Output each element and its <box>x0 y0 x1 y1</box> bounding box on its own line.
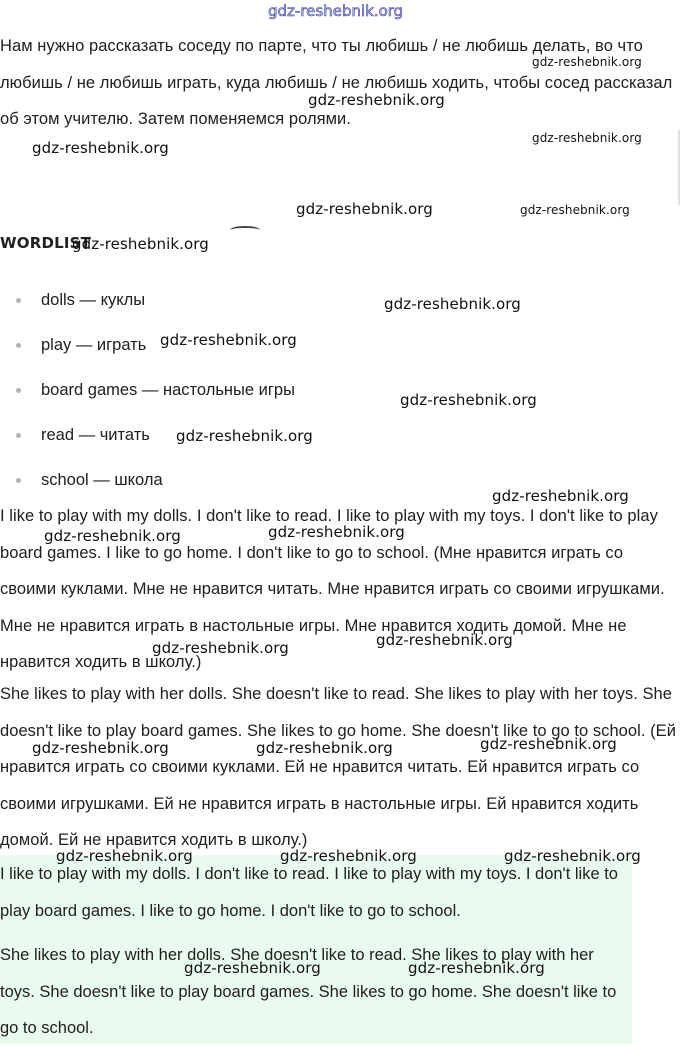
watermark: gdz-reshebnik.org <box>32 739 169 757</box>
watermark: gdz-reshebnik.org <box>504 847 641 865</box>
watermark: gdz-reshebnik.org <box>176 427 313 445</box>
list-item-text: board games — настольные игры <box>41 381 295 399</box>
watermark: gdz-reshebnik.org <box>480 735 617 753</box>
watermark: gdz-reshebnik.org <box>256 739 393 757</box>
watermark: gdz-reshebnik.org <box>184 959 321 977</box>
wordlist-heading: WORDLIST <box>0 234 92 252</box>
watermark: gdz-reshebnik.org <box>296 200 433 218</box>
watermark: gdz-reshebnik.org <box>384 295 521 313</box>
list-item-text: read — читать <box>41 426 150 444</box>
bullet-icon <box>16 478 21 483</box>
paragraph-third-person: She likes to play with her dolls. She doesn't like to read. She likes to play with her toys. She doesn't like to play board games. She likes to go home. She doesn't like to go to school. (Ей нравится играть со своими куклами. Ей не нравится читать. Ей нравится играть со своими игрушками. Ей не нравится играть в настольные игры. Ей нравится ходить домой. Ей не нравится ходить в школу.) <box>0 685 676 849</box>
bullet-icon <box>16 298 21 303</box>
bullet-icon <box>16 388 21 393</box>
watermark: gdz-reshebnik.org <box>32 139 169 157</box>
watermark: gdz-reshebnik.org <box>268 523 405 541</box>
answer-third-person: She likes to play with her dolls. She doesn't like to read. She likes to play with her toys. She doesn't like to play board games. She likes to go home. She doesn't like to go to school. <box>0 946 617 1037</box>
watermark: gdz-reshebnik.org <box>520 203 630 217</box>
watermark: gdz-reshebnik.org <box>408 959 545 977</box>
watermark: gdz-reshebnik.org <box>160 331 297 349</box>
list-item <box>0 323 600 368</box>
watermark: gdz-reshebnik.org <box>532 55 642 69</box>
answer-first-person: I like to play with my dolls. I don't like to read. I like to play with my toys. I don't like to play board games. I like to go home. I don't like to go to school. <box>0 865 618 920</box>
watermark: gdz-reshebnik.org <box>56 847 193 865</box>
watermark: gdz-reshebnik.org <box>532 131 642 145</box>
watermark: gdz-reshebnik.org <box>492 487 629 505</box>
watermark: gdz-reshebnik.org <box>280 847 417 865</box>
decorative-arc <box>230 226 260 234</box>
list-item-text: dolls — куклы <box>41 291 146 309</box>
watermark: gdz-reshebnik.org <box>44 527 181 545</box>
watermark: gdz-reshebnik.org <box>152 639 289 657</box>
paragraph-first-person: I like to play with my dolls. I don't like to read. I like to play with my toys. I don't like to play board games. I like to go home. I don't like to go to school. (Мне нравится играть со своими куклами. Мне не нравится читать. Мне нравится играть со своими игрушками. Мне не нравится играть в настольные игры. Мне нравится ходить домой. Мне не нравится ходить в школу.) <box>0 507 665 671</box>
watermark: gdz-reshebnik.org <box>400 391 537 409</box>
intro-text: Нам нужно рассказать соседу по парте, что ты любишь / не любишь делать, во что любишь / не любишь играть, куда любишь / не любишь ходить, чтобы сосед рассказал об этом учителю. Затем поменяемся ролями. <box>0 37 673 128</box>
list-item-text: school — школа <box>41 471 163 489</box>
watermark-header: gdz-reshebnik.org <box>268 2 404 20</box>
watermark: gdz-reshebnik.org <box>376 631 513 649</box>
watermark: gdz-reshebnik.org <box>308 91 445 109</box>
watermark: gdz-reshebnik.org <box>72 235 209 253</box>
list-item-text: play — играть <box>41 336 147 354</box>
bullet-icon <box>16 343 21 348</box>
bullet-icon <box>16 433 21 438</box>
